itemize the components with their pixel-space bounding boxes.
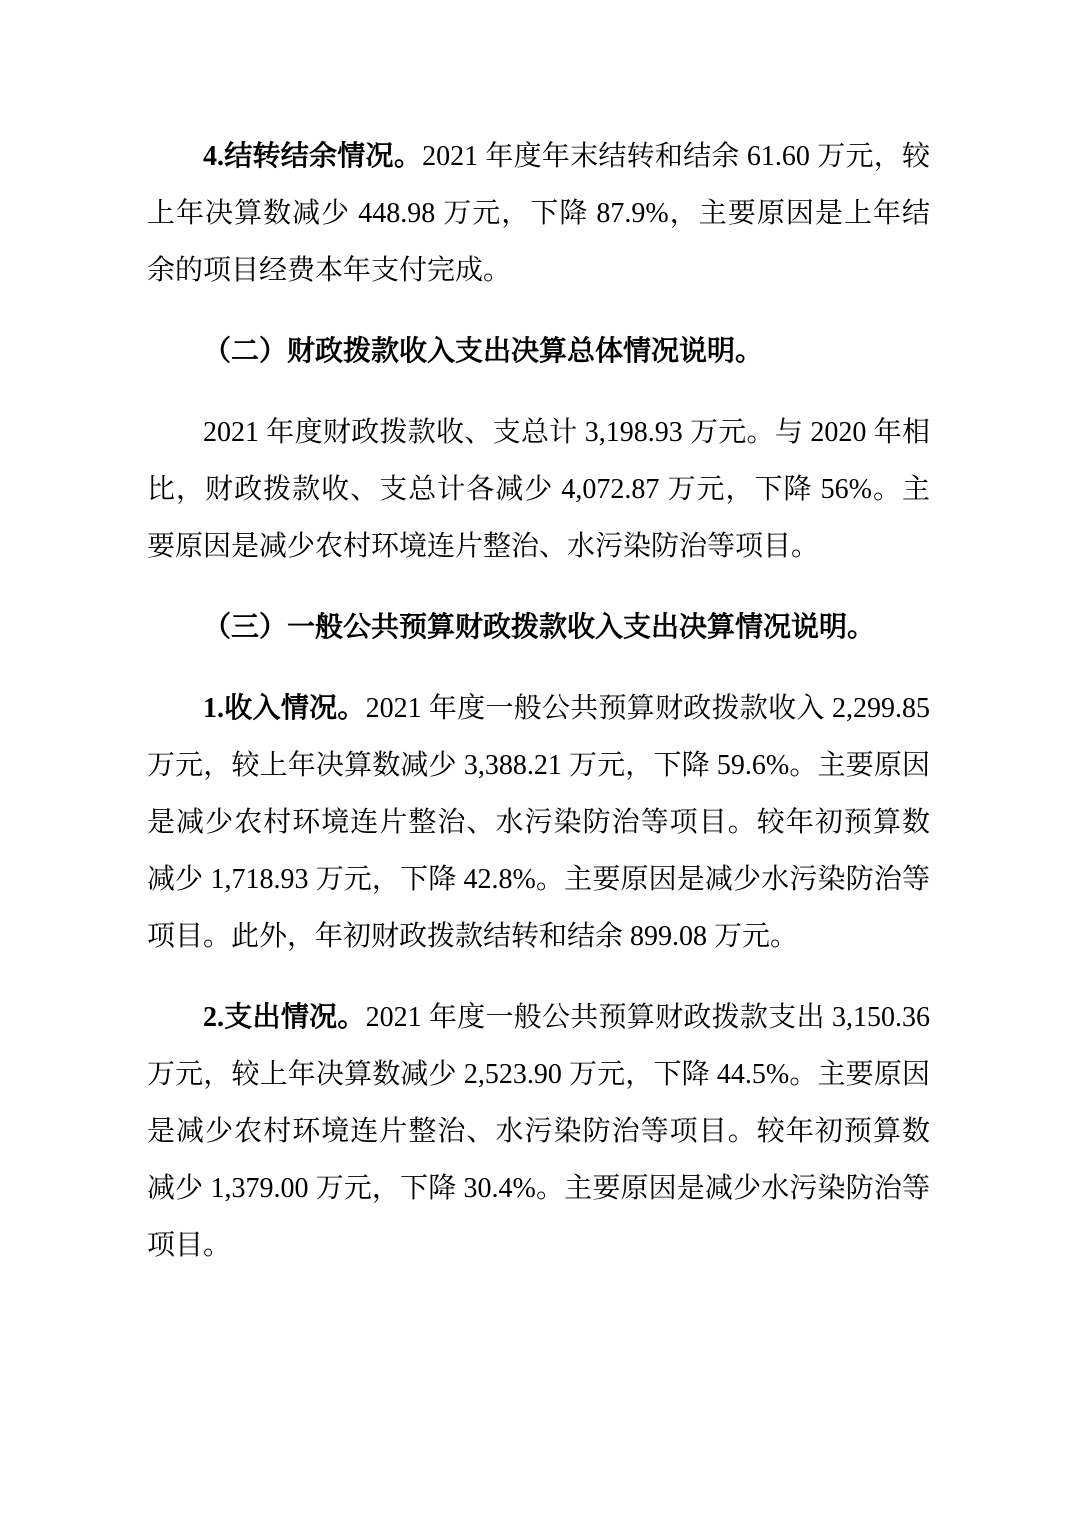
paragraph-text: 2021 年度财政拨款收、支总计 3,198.93 万元。与 2020 年相比，财政拨款收、支总计各减少 4,072.87 万元，下降 56%。主要原因是减少农村环境连片整治、水污染防治等项目。 [147, 417, 930, 562]
paragraph-expenditure-situation [147, 989, 930, 1274]
paragraph-income-situation [147, 680, 930, 965]
paragraph-text: 2021 年度一般公共预算财政拨款收入 2,299.85 万元，较上年决算数减少 3,388.21 万元，下降 59.6%。主要原因是减少农村环境连片整治、水污染防治等项目。较年初预算数减少 1,718.93 万元，下降 42.8%。主要原因是减少水污染防治等项目。此外，年初财政拨款结转和结余 899.08 万元。 [147, 693, 930, 952]
paragraph-bold-label: 2.支出情况。 [203, 1002, 366, 1033]
section-heading-3: （三）一般公共预算财政拨款收入支出决算情况说明。 [203, 612, 876, 643]
paragraph-carryover-balance [147, 128, 930, 299]
section-heading-2: （二）财政拨款收入支出决算总体情况说明。 [203, 336, 764, 367]
paragraph-bold-label: 4.结转结余情况。 [203, 141, 423, 172]
paragraph-bold-label: 1.收入情况。 [203, 693, 366, 724]
paragraph-text: 2021 年度年末结转和结余 61.60 万元，较上年决算数减少 448.98 万元，下降 87.9%，主要原因是上年结余的项目经费本年支付完成。 [147, 141, 930, 286]
paragraph-fiscal-appropriation-total [147, 404, 930, 575]
paragraph-text: 2021 年度一般公共预算财政拨款支出 3,150.36 万元，较上年决算数减少 2,523.90 万元，下降 44.5%。主要原因是减少农村环境连片整治、水污染防治等项目。较年初预算数减少 1,379.00 万元，下降 30.4%。主要原因是减少水污染防治等项目。 [147, 1002, 930, 1261]
